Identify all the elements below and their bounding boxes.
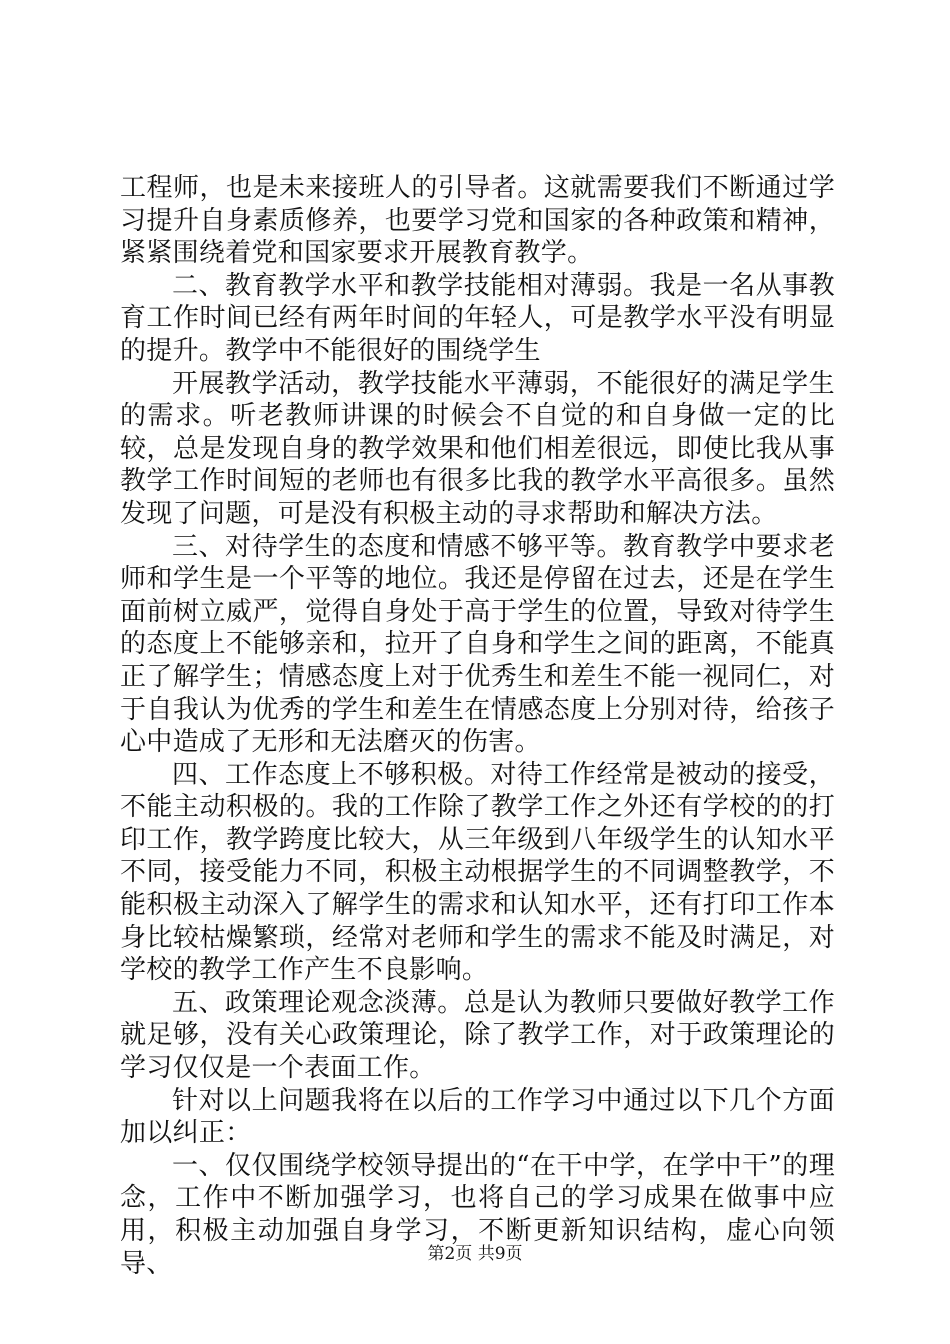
- paragraph-1: 工程师，也是未来接班人的引导者。这就需要我们不断通过学习提升自身素质修养，也要学习党和国家的各种政策和精神，紧紧围绕着党和国家要求开展教育教学。: [120, 173, 835, 269]
- paragraph-7: 针对以上问题我将在以后的工作学习中通过以下几个方面加以纠正：: [120, 1085, 835, 1149]
- page-number-footer: 第2页 共9页: [427, 1244, 523, 1264]
- paragraph-5: 四、工作态度上不够积极。对待工作经常是被动的接受，不能主动积极的。我的工作除了教学工作之外还有学校的的打印工作，教学跨度比较大，从三年级到八年级学生的认知水平不同，接受能力不同，积极主动根据学生的不同调整教学，不能积极主动深入了解学生的需求和认知水平，还有打印工作本身比较枯燥繁琐，经常对老师和学生的需求不能及时满足，对学校的教学工作产生不良影响。: [120, 759, 835, 986]
- paragraph-3: 开展教学活动，教学技能水平薄弱，不能很好的满足学生的需求。听老教师讲课的时候会不自觉的和自身做一定的比较，总是发现自身的教学效果和他们相差很远，即使比我从事教学工作时间短的老师也有很多比我的教学水平高很多。虽然发现了问题，可是没有积极主动的寻求帮助和解决方法。: [120, 368, 835, 529]
- document-body: [120, 172, 835, 1280]
- paragraph-4: 三、对待学生的态度和情感不够平等。教育教学中要求老师和学生是一个平等的地位。我还是停留在过去，还是在学生面前树立威严，觉得自身处于高于学生的位置，导致对待学生的态度上不能够亲和，拉开了自身和学生之间的距离，不能真正了解学生；情感态度上对于优秀生和差生不能一视同仁，对于自我认为优秀的学生和差生在情感态度上分别对待，给孩子心中造成了无形和无法磨灭的伤害。: [120, 531, 835, 758]
- paragraph-2: 二、教育教学水平和教学技能相对薄弱。我是一名从事教育工作时间已经有两年时间的年轻人，可是教学水平没有明显的提升。教学中不能很好的围绕学生: [120, 270, 835, 366]
- paragraph-8: 一、仅仅围绕学校领导提出的“在干中学，在学中干”的理念，工作中不断加强学习，也将自己的学习成果在做事中应用，积极主动加强自身学习，不断更新知识结构，虚心向领导、: [120, 1150, 835, 1279]
- paragraph-6: 五、政策理论观念淡薄。总是认为教师只要做好教学工作就足够，没有关心政策理论，除了教学工作，对于政策理论的学习仅仅是一个表面工作。: [120, 987, 835, 1084]
